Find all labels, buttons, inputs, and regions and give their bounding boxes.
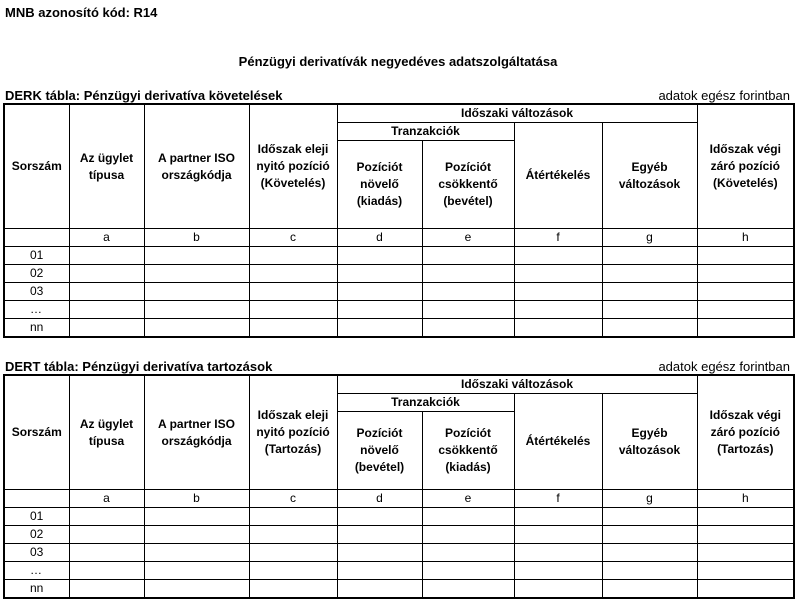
row-label: 01 (4, 508, 69, 526)
data-cell[interactable] (602, 247, 697, 265)
data-cell[interactable] (697, 301, 794, 319)
row-label: 02 (4, 265, 69, 283)
header-idoszaki-valtozasok: Időszaki változások (337, 375, 697, 394)
data-cell[interactable] (144, 283, 249, 301)
letter-cell: c (249, 229, 337, 247)
data-cell[interactable] (697, 580, 794, 599)
data-cell[interactable] (422, 526, 514, 544)
data-cell[interactable] (602, 508, 697, 526)
data-cell[interactable] (249, 301, 337, 319)
data-cell[interactable] (514, 247, 602, 265)
derk-table (3, 103, 795, 338)
header-tranzakciok: Tranzakciók (337, 123, 514, 141)
letter-cell: d (337, 490, 422, 508)
data-cell[interactable] (337, 301, 422, 319)
data-cell[interactable] (422, 562, 514, 580)
data-cell[interactable] (69, 319, 144, 338)
data-cell[interactable] (514, 283, 602, 301)
data-cell[interactable] (514, 301, 602, 319)
letter-cell (4, 490, 69, 508)
letter-cell: a (69, 490, 144, 508)
letter-cell: e (422, 490, 514, 508)
data-cell[interactable] (422, 319, 514, 338)
data-cell[interactable] (337, 265, 422, 283)
data-cell[interactable] (697, 562, 794, 580)
data-cell[interactable] (144, 508, 249, 526)
document-title: Pénzügyi derivatívák negyedéves adatszolgáltatása (238, 54, 558, 69)
header-nyito-pozicio: Időszak eleji nyitó pozíció (Követelés) (249, 104, 337, 229)
table-row (4, 562, 794, 580)
letter-cell: d (337, 229, 422, 247)
dert-table-title: DERT tábla: Pénzügyi derivatíva tartozások (5, 359, 273, 374)
table-row (4, 544, 794, 562)
data-cell[interactable] (422, 265, 514, 283)
data-cell[interactable] (69, 508, 144, 526)
data-cell[interactable] (602, 544, 697, 562)
letter-cell: b (144, 229, 249, 247)
header-idoszaki-valtozasok: Időszaki változások (337, 104, 697, 123)
table-row (4, 283, 794, 301)
header-partner-iso: A partner ISO országkódja (144, 375, 249, 490)
data-cell[interactable] (249, 265, 337, 283)
letter-cell: g (602, 229, 697, 247)
letter-cell: f (514, 229, 602, 247)
data-cell[interactable] (602, 319, 697, 338)
header-pozicio-csokkento: Pozíciót csökkentő (bevétel) (422, 141, 514, 229)
data-cell[interactable] (602, 526, 697, 544)
data-cell[interactable] (697, 265, 794, 283)
data-cell[interactable] (249, 544, 337, 562)
data-cell[interactable] (422, 508, 514, 526)
row-label: 03 (4, 283, 69, 301)
data-cell[interactable] (144, 265, 249, 283)
data-cell[interactable] (514, 319, 602, 338)
table-row (4, 580, 794, 599)
data-cell[interactable] (514, 580, 602, 599)
table-row (4, 508, 794, 526)
data-cell[interactable] (337, 544, 422, 562)
data-cell[interactable] (144, 319, 249, 338)
data-cell[interactable] (697, 508, 794, 526)
letter-cell: f (514, 490, 602, 508)
data-cell[interactable] (144, 562, 249, 580)
data-cell[interactable] (144, 526, 249, 544)
data-cell[interactable] (144, 301, 249, 319)
data-cell[interactable] (602, 265, 697, 283)
row-label: … (4, 301, 69, 319)
data-cell[interactable] (249, 508, 337, 526)
data-cell[interactable] (337, 319, 422, 338)
data-cell[interactable] (697, 526, 794, 544)
data-cell[interactable] (514, 562, 602, 580)
data-cell[interactable] (249, 283, 337, 301)
table-row (4, 265, 794, 283)
data-cell[interactable] (337, 508, 422, 526)
data-cell[interactable] (514, 508, 602, 526)
letter-cell: c (249, 490, 337, 508)
table-row (4, 319, 794, 338)
data-cell[interactable] (602, 562, 697, 580)
header-nyito-pozicio: Időszak eleji nyitó pozíció (Tartozás) (249, 375, 337, 490)
data-cell[interactable] (697, 544, 794, 562)
data-cell[interactable] (602, 301, 697, 319)
data-cell[interactable] (69, 283, 144, 301)
data-cell[interactable] (144, 544, 249, 562)
table-row (4, 247, 794, 265)
data-cell[interactable] (602, 580, 697, 599)
row-label: nn (4, 319, 69, 338)
data-cell[interactable] (422, 544, 514, 562)
data-cell[interactable] (69, 301, 144, 319)
data-cell[interactable] (422, 301, 514, 319)
data-cell[interactable] (514, 526, 602, 544)
header-sorszam: Sorszám (4, 104, 69, 229)
data-cell[interactable] (69, 526, 144, 544)
header-zaro-pozicio: Időszak végi záró pozíció (Követelés) (697, 104, 794, 229)
data-cell[interactable] (337, 526, 422, 544)
header-egyeb-valtozasok: Egyéb változások (602, 123, 697, 229)
row-label: 02 (4, 526, 69, 544)
data-cell[interactable] (422, 283, 514, 301)
header-sorszam: Sorszám (4, 375, 69, 490)
letter-cell: e (422, 229, 514, 247)
data-cell[interactable] (337, 283, 422, 301)
letter-cell: g (602, 490, 697, 508)
derk-unit-note: adatok egész forintban (658, 88, 790, 103)
header-pozicio-csokkento: Pozíciót csökkentő (kiadás) (422, 412, 514, 490)
data-cell[interactable] (337, 247, 422, 265)
letter-cell (4, 229, 69, 247)
header-pozicio-novelo: Pozíciót növelő (bevétel) (337, 412, 422, 490)
data-cell[interactable] (69, 265, 144, 283)
header-ugylet-tipusa: Az ügylet típusa (69, 375, 144, 490)
data-cell[interactable] (69, 562, 144, 580)
data-cell[interactable] (514, 544, 602, 562)
data-cell[interactable] (422, 247, 514, 265)
data-cell[interactable] (514, 265, 602, 283)
data-cell[interactable] (69, 544, 144, 562)
dert-table (3, 374, 795, 599)
letter-cell: a (69, 229, 144, 247)
table-row (4, 526, 794, 544)
data-cell[interactable] (144, 247, 249, 265)
data-cell[interactable] (249, 580, 337, 599)
row-label: 01 (4, 247, 69, 265)
data-cell[interactable] (249, 526, 337, 544)
header-egyeb-valtozasok: Egyéb változások (602, 394, 697, 490)
letter-cell: h (697, 490, 794, 508)
table-row (4, 301, 794, 319)
data-cell[interactable] (337, 562, 422, 580)
letter-cell: h (697, 229, 794, 247)
header-tranzakciok: Tranzakciók (337, 394, 514, 412)
form-code: MNB azonosító kód: R14 (5, 5, 158, 20)
derk-table-title: DERK tábla: Pénzügyi derivatíva követelések (5, 88, 283, 103)
header-pozicio-novelo: Pozíciót növelő (kiadás) (337, 141, 422, 229)
data-cell[interactable] (697, 319, 794, 338)
data-cell[interactable] (69, 580, 144, 599)
data-cell[interactable] (249, 247, 337, 265)
header-atertekeles: Átértékelés (514, 394, 602, 490)
dert-unit-note: adatok egész forintban (658, 359, 790, 374)
header-zaro-pozicio: Időszak végi záró pozíció (Tartozás) (697, 375, 794, 490)
header-partner-iso: A partner ISO országkódja (144, 104, 249, 229)
letter-cell: b (144, 490, 249, 508)
data-cell[interactable] (337, 580, 422, 599)
data-cell[interactable] (144, 580, 249, 599)
data-cell[interactable] (602, 283, 697, 301)
data-cell[interactable] (69, 247, 144, 265)
data-cell[interactable] (697, 283, 794, 301)
row-label: … (4, 562, 69, 580)
row-label: 03 (4, 544, 69, 562)
header-ugylet-tipusa: Az ügylet típusa (69, 104, 144, 229)
row-label: nn (4, 580, 69, 599)
data-cell[interactable] (422, 580, 514, 599)
header-atertekeles: Átértékelés (514, 123, 602, 229)
data-cell[interactable] (249, 562, 337, 580)
data-cell[interactable] (697, 247, 794, 265)
data-cell[interactable] (249, 319, 337, 338)
